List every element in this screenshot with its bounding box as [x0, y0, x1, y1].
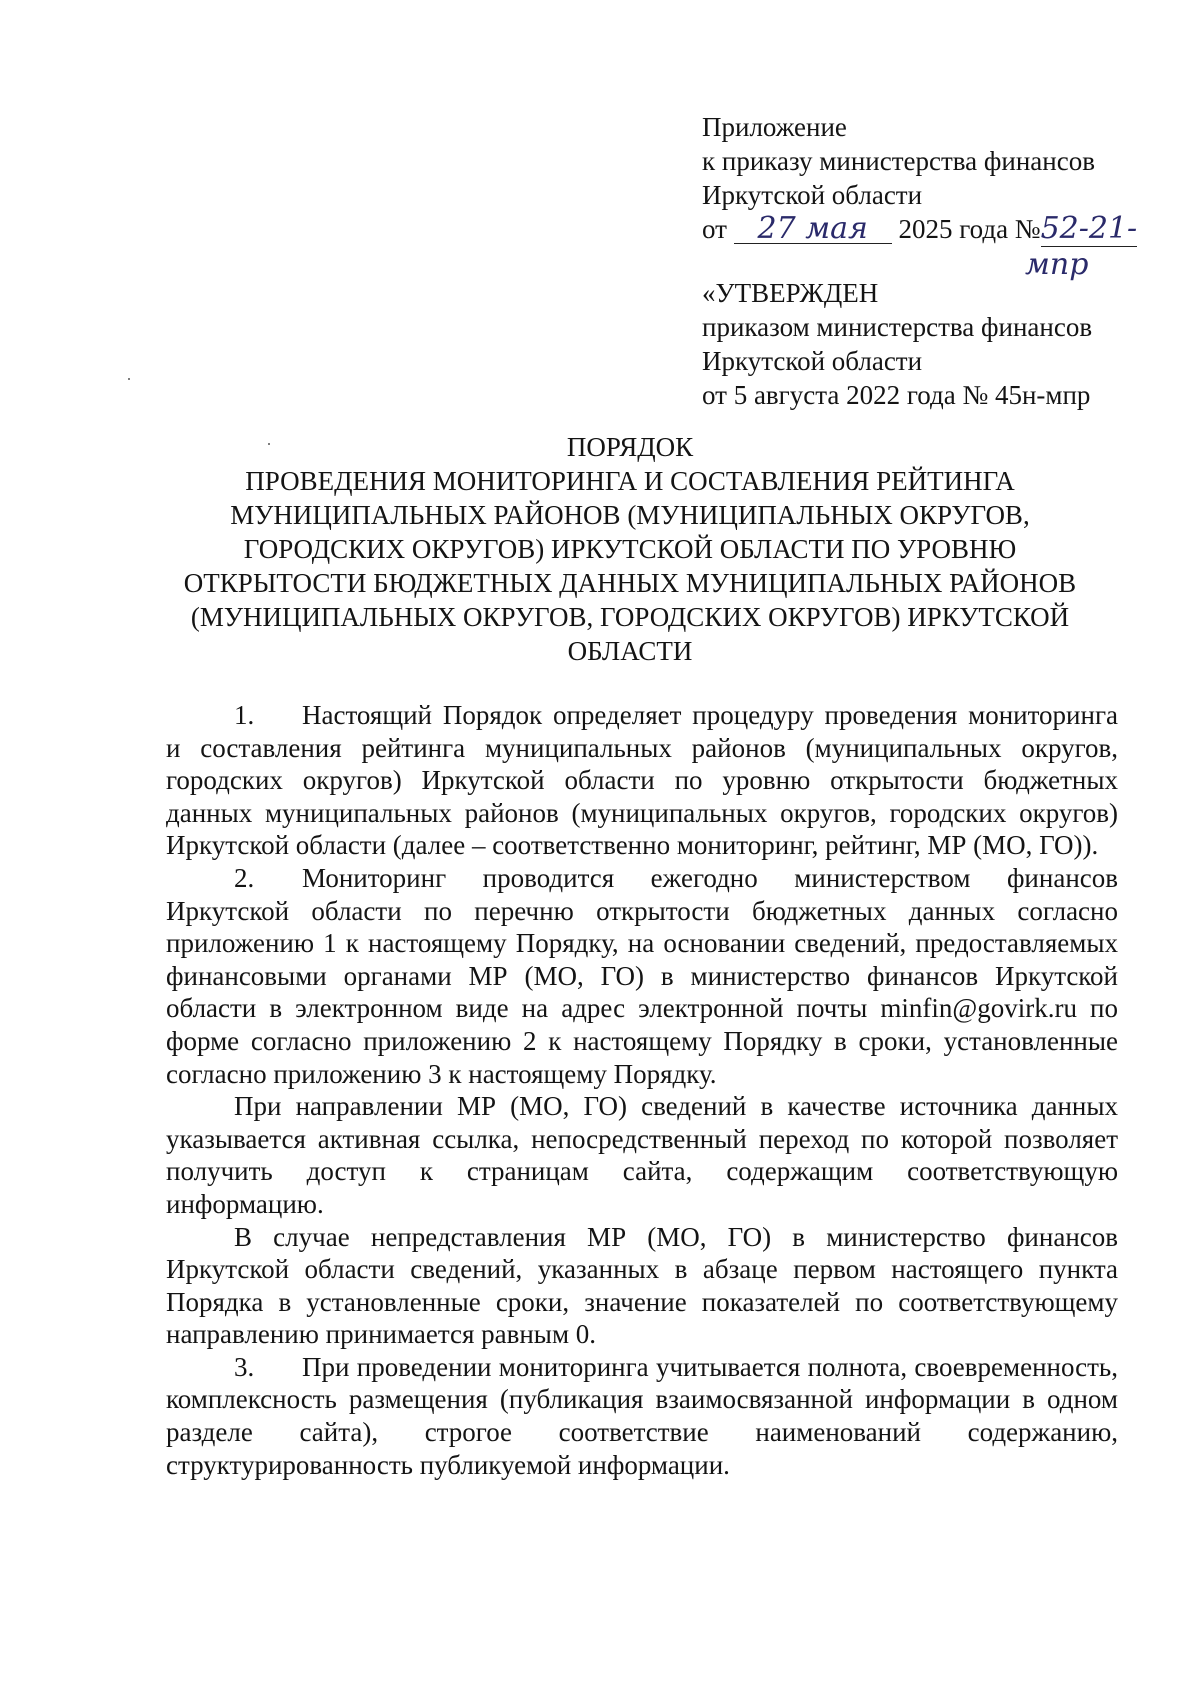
title-line-6: (МУНИЦИПАЛЬНЫХ ОКРУГОВ, ГОРОДСКИХ ОКРУГОВ) ИРКУТСКОЙ	[190, 602, 1070, 632]
approved-line-2: приказом министерства финансов	[702, 312, 1093, 342]
title-line-1: ПОРЯДОК	[566, 432, 694, 462]
handwritten-number-text: 52-21-	[1040, 211, 1138, 246]
date-prefix: от	[702, 214, 727, 244]
paragraph-text: При проведении мониторинга учитывается полнота, своевременность, комплексность размещения (публикация взаимосвязанной информации в одном разделе сайта), строгое соответствие наименований содержанию, структурированность публикуемой информации.	[166, 1351, 1118, 1480]
document-body	[166, 699, 1118, 1481]
document-title	[150, 430, 1110, 668]
appendix-line-3: Иркутской области	[702, 180, 923, 210]
appendix-header	[702, 110, 1172, 246]
title-line-2: ПРОВЕДЕНИЯ МОНИТОРИНГА И СОСТАВЛЕНИЯ РЕЙТИНГА	[245, 466, 1015, 496]
approved-line-1: «УТВЕРЖДЕН	[702, 278, 879, 308]
appendix-line-1: Приложение	[702, 112, 847, 142]
title-line-7: ОБЛАСТИ	[567, 636, 693, 666]
paragraph-3: При направлении МР (МО, ГО) сведений в качестве источника данных указывается активная ссылка, непосредственный переход по которой позволяет получить доступ к страницам сайта, содержащим соответствующую информацию.	[166, 1091, 1118, 1219]
handwritten-date: 27 мая	[734, 215, 892, 244]
title-line-4: ГОРОДСКИХ ОКРУГОВ) ИРКУТСКОЙ ОБЛАСТИ ПО УРОВНЮ	[243, 534, 1017, 564]
handwritten-number-continuation: мпр	[1025, 247, 1089, 282]
paragraph-number: 3.	[234, 1351, 255, 1382]
paragraph-1	[166, 699, 1118, 862]
approved-block	[702, 276, 1172, 412]
approved-line-3: Иркутской области	[702, 346, 923, 376]
scan-speck	[128, 378, 130, 380]
handwritten-number	[1040, 211, 1138, 246]
appendix-line-2: к приказу министерства финансов	[702, 146, 1095, 176]
appendix-date-line	[702, 212, 1172, 246]
title-line-5: ОТКРЫТОСТИ БЮДЖЕТНЫХ ДАННЫХ МУНИЦИПАЛЬНЫХ РАЙОНОВ	[183, 568, 1077, 598]
year-text: 2025 года №	[898, 214, 1041, 244]
paragraph-number: 2.	[234, 862, 255, 893]
paragraph-text: Мониторинг проводится ежегодно министерством финансов Иркутской области по перечню открытости бюджетных данных согласно приложению 1 к настоящему Порядку, на основании сведений, предоставляемых финансовыми органами МР (МО, ГО) в министерство финансов Иркутской области в электронном виде на адрес электронной почты minfin@govirk.ru по форме согласно приложению 2 к настоящему Порядку в сроки, установленные согласно приложению 3 к настоящему Порядку.	[166, 862, 1118, 1089]
paragraph-number: 1.	[234, 700, 255, 730]
title-line-3: МУНИЦИПАЛЬНЫХ РАЙОНОВ (МУНИЦИПАЛЬНЫХ ОКРУГОВ,	[230, 500, 1030, 530]
paragraph-5	[166, 1351, 1118, 1481]
approved-line-4: от 5 августа 2022 года № 45н-мпр	[702, 380, 1091, 410]
paragraph-4: В случае непредставления МР (МО, ГО) в министерство финансов Иркутской области сведений, указанных в абзаце первом настоящего пункта Порядка в установленные сроки, значение показателей по соответствующему направлению принимается равным 0.	[166, 1221, 1118, 1350]
paragraph-text: Настоящий Порядок определяет процедуру проведения мониторинга и составления рейтинга муниципальных районов (муниципальных округов, городских округов) Иркутской области по уровню открытости бюджетных данных муниципальных районов (муниципальных округов, городских округов) Иркутской области (далее – соответственно мониторинг, рейтинг, МР (МО, ГО)).	[166, 700, 1118, 861]
paragraph-2	[166, 862, 1118, 1090]
